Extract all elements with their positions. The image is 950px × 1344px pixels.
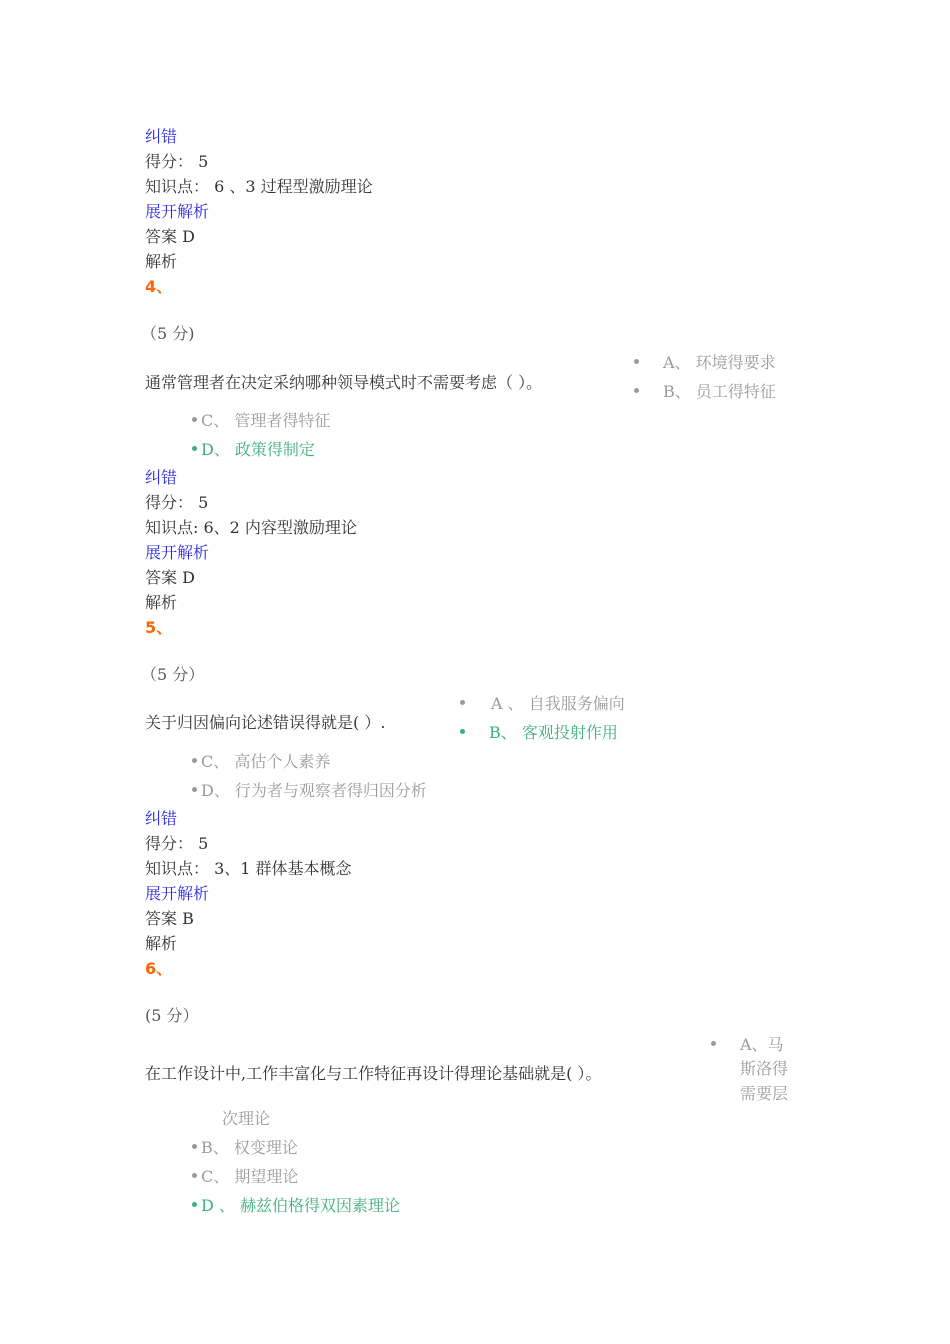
option-b[interactable]: B、 员工得特征 — [634, 382, 776, 402]
option-b-correct[interactable]: B、 客观投射作用 — [460, 723, 618, 743]
knowledge-point-text: 知识点： 3、1 群体基本概念 — [145, 859, 352, 878]
bullet-icon — [192, 758, 197, 763]
score-text: 得分： 5 — [145, 152, 209, 171]
analysis-label: 解析 — [145, 934, 178, 953]
question-text: 通常管理者在决定采纳哪种领导模式时不需要考虑（ ）。 — [145, 373, 543, 392]
correction-link[interactable]: 纠错 — [145, 468, 178, 487]
knowledge-point-text: 知识点: 6、2 内容型激励理论 — [145, 518, 357, 537]
bullet-icon — [460, 729, 465, 734]
expand-analysis-link[interactable]: 展开解析 — [145, 884, 210, 903]
answer-text: 答案 D — [145, 568, 195, 587]
option-b[interactable]: B、 权变理论 — [192, 1138, 298, 1158]
bullet-icon — [192, 446, 197, 451]
score-text: 得分： 5 — [145, 493, 209, 512]
bullet-icon — [711, 1041, 716, 1046]
option-c[interactable]: C、 高估个人素养 — [192, 752, 330, 772]
option-a-continued: 需要层 — [740, 1084, 789, 1103]
bullet-icon — [192, 417, 197, 422]
answer-text: 答案 D — [145, 227, 195, 246]
option-a-continued: 斯洛得 — [740, 1059, 789, 1078]
answer-text: 答案 B — [145, 909, 194, 928]
expand-analysis-link[interactable]: 展开解析 — [145, 202, 210, 221]
option-c[interactable]: C、 期望理论 — [192, 1167, 298, 1187]
bullet-icon — [460, 700, 465, 705]
bullet-icon — [192, 787, 197, 792]
question-text: 关于归因偏向论述错误得就是( ）. — [145, 713, 386, 732]
question-number: 6、 — [145, 959, 173, 978]
option-a-continued: 次理论 — [222, 1109, 271, 1128]
correction-link[interactable]: 纠错 — [145, 127, 178, 146]
option-d-correct[interactable]: D 、 赫兹伯格得双因素理论 — [192, 1196, 400, 1216]
bullet-icon — [192, 1144, 197, 1149]
knowledge-point-text: 知识点： 6 、3 过程型激励理论 — [145, 177, 373, 196]
question-text: 在工作设计中,工作丰富化与工作特征再设计得理论基础就是( ）。 — [145, 1064, 602, 1083]
correction-link[interactable]: 纠错 — [145, 809, 178, 828]
analysis-label: 解析 — [145, 252, 178, 271]
question-number: 4、 — [145, 277, 173, 296]
score-text: 得分： 5 — [145, 834, 209, 853]
option-a[interactable]: A、 环境得要求 — [634, 353, 776, 373]
bullet-icon — [192, 1173, 197, 1178]
option-d[interactable]: D、 行为者与观察者得归因分析 — [192, 781, 427, 801]
option-d-correct[interactable]: D、 政策得制定 — [192, 440, 315, 460]
analysis-label: 解析 — [145, 593, 178, 612]
question-points: (5 分） — [145, 1006, 199, 1025]
option-c[interactable]: C、 管理者得特征 — [192, 411, 330, 431]
bullet-icon — [634, 359, 639, 364]
option-a[interactable]: A 、 自我服务偏向 — [460, 694, 625, 714]
bullet-icon — [634, 388, 639, 393]
option-a[interactable]: A、马 — [711, 1035, 784, 1055]
question-points: （5 分） — [141, 665, 205, 684]
bullet-icon — [192, 1202, 197, 1207]
question-number: 5、 — [145, 618, 173, 637]
question-points: （5 分) — [141, 324, 195, 343]
expand-analysis-link[interactable]: 展开解析 — [145, 543, 210, 562]
